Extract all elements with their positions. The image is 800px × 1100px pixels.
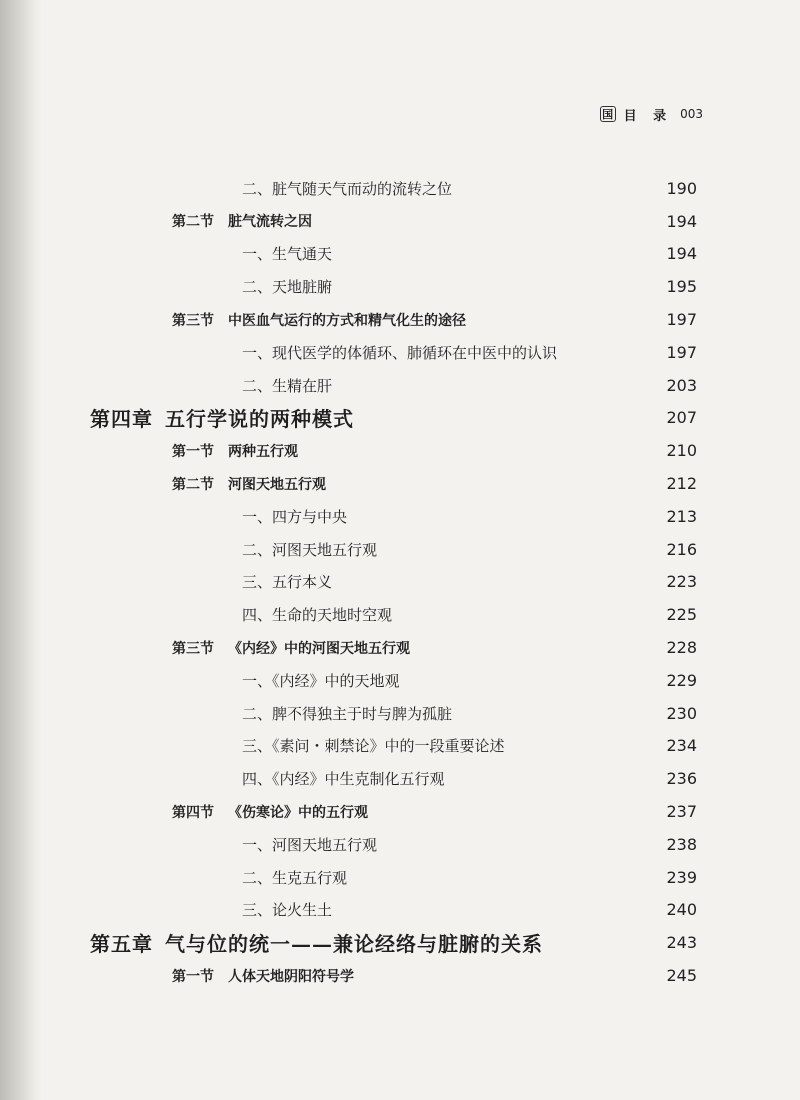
toc-entry-label: [242, 768, 445, 789]
toc-section-entry[interactable]: [0, 467, 800, 500]
toc-item-entry[interactable]: [0, 664, 800, 697]
toc-entry-title: 两种五行观: [228, 443, 298, 460]
toc-item-entry[interactable]: [0, 598, 800, 631]
toc-entry-title: 《内经》中的河图天地五行观: [228, 640, 410, 657]
toc-page-number: 213: [666, 506, 697, 526]
toc-page-number: 245: [666, 966, 697, 986]
toc-page-number: 212: [666, 474, 697, 494]
toc-entry-label: [242, 243, 332, 264]
toc-entry-title: 《伤寒论》中的五行观: [228, 804, 368, 821]
toc-entry-prefix: 第三节: [172, 640, 214, 657]
header-page-number: 003: [680, 107, 703, 121]
toc-entry-title: 四、《内经》中生克制化五行观: [242, 770, 445, 789]
toc-entry-label: [242, 703, 452, 724]
toc-page-number: 216: [666, 539, 697, 559]
toc-page-number: 194: [666, 244, 697, 264]
toc-entry-label: [242, 867, 347, 888]
toc-page-number: 240: [666, 900, 697, 920]
toc-item-entry[interactable]: [0, 238, 800, 271]
toc-section-entry[interactable]: [0, 434, 800, 467]
toc-item-entry[interactable]: [0, 697, 800, 730]
toc-entry-label: [90, 403, 354, 432]
toc-entry-label: [242, 735, 505, 756]
toc-entry-label: [172, 802, 368, 822]
toc-entry-label: [242, 670, 400, 691]
toc-item-entry[interactable]: [0, 533, 800, 566]
toc-section-entry[interactable]: [0, 795, 800, 828]
toc-section-entry[interactable]: [0, 205, 800, 238]
toc-chapter-entry[interactable]: [0, 926, 800, 959]
toc-page-number: 228: [666, 638, 697, 658]
toc-entry-title: 中医血气运行的方式和精气化生的途径: [228, 312, 466, 329]
toc-entry-title: 河图天地五行观: [228, 476, 326, 493]
toc-page-number: 230: [666, 703, 697, 723]
toc-chapter-entry[interactable]: [0, 402, 800, 435]
toc-page-number: 229: [666, 670, 697, 690]
toc-entry-title: 二、脏气随天气而动的流转之位: [242, 179, 453, 198]
toc-entry-label: [172, 966, 354, 986]
toc-entry-prefix: 第五章: [90, 932, 153, 957]
toc-page-number: 190: [666, 178, 697, 198]
toc-entry-label: [172, 638, 410, 658]
toc-entry-label: [242, 899, 332, 920]
toc-page-number: 197: [666, 310, 697, 330]
toc-entry-label: [172, 474, 326, 494]
toc-entry-title: 一、四方与中央: [242, 507, 348, 526]
toc-page-number: 207: [666, 408, 697, 428]
toc-item-entry[interactable]: [0, 828, 800, 861]
toc-entry-title: 五行学说的两种模式: [165, 407, 354, 432]
toc-page-number: 234: [666, 736, 697, 756]
toc-item-entry[interactable]: [0, 172, 800, 205]
toc-entry-label: [172, 211, 312, 231]
toc-page-number: 223: [666, 572, 697, 592]
toc-entry-title: 气与位的统一——兼论经络与脏腑的关系: [165, 932, 543, 957]
toc-entry-prefix: 第一节: [172, 443, 214, 460]
toc-entry-prefix: 第二节: [172, 476, 214, 493]
toc-entry-title: 二、天地脏腑: [242, 278, 333, 297]
toc-page-number: 236: [666, 769, 697, 789]
toc-entry-title: 三、论火生土: [242, 901, 333, 920]
toc-item-entry[interactable]: [0, 861, 800, 894]
toc-entry-title: 二、河图天地五行观: [242, 540, 378, 559]
toc-entry-title: 四、生命的天地时空观: [242, 606, 393, 625]
toc-entry-prefix: 第四章: [90, 407, 153, 432]
toc-entry-label: [242, 604, 392, 625]
toc-entry-title: 三、五行本义: [242, 573, 333, 592]
toc-section-entry[interactable]: [0, 631, 800, 664]
toc-entry-title: 二、生克五行观: [242, 868, 348, 887]
toc-entry-prefix: 第二节: [172, 214, 214, 231]
toc-entry-title: 一、生气通天: [242, 245, 333, 264]
toc-entry-label: [242, 375, 332, 396]
running-header: [600, 104, 703, 124]
toc-entry-label: [90, 928, 543, 957]
toc-item-entry[interactable]: [0, 336, 800, 369]
toc-entry-prefix: 第四节: [172, 804, 214, 821]
table-of-contents: [0, 172, 800, 992]
toc-entry-title: 脏气流转之因: [228, 214, 312, 231]
toc-page-number: 210: [666, 441, 697, 461]
toc-entry-label: [172, 441, 298, 461]
toc-item-entry[interactable]: [0, 270, 800, 303]
toc-section-entry[interactable]: [0, 303, 800, 336]
toc-entry-label: [242, 834, 377, 855]
toc-entry-label: [242, 571, 332, 592]
toc-page-number: 197: [666, 342, 697, 362]
toc-entry-label: [242, 342, 557, 363]
toc-item-entry[interactable]: [0, 762, 800, 795]
toc-entry-title: 二、脾不得独主于时与脾为孤脏: [242, 704, 453, 723]
toc-entry-label: [242, 178, 452, 199]
toc-item-entry[interactable]: [0, 730, 800, 763]
toc-entry-title: 一、河图天地五行观: [242, 835, 378, 854]
toc-entry-prefix: 第三节: [172, 312, 214, 329]
toc-entry-title: 一、现代医学的体循环、肺循环在中医中的认识: [242, 343, 558, 362]
toc-item-entry[interactable]: [0, 894, 800, 927]
toc-item-entry[interactable]: [0, 369, 800, 402]
toc-entry-label: [242, 276, 332, 297]
toc-page-number: 194: [666, 211, 697, 231]
book-logo-icon: 国: [600, 106, 616, 122]
toc-page-number: 237: [666, 802, 697, 822]
toc-page-number: 238: [666, 834, 697, 854]
toc-entry-title: 二、生精在肝: [242, 376, 333, 395]
toc-item-entry[interactable]: [0, 500, 800, 533]
toc-page-number: 243: [666, 933, 697, 953]
toc-page-number: 195: [666, 277, 697, 297]
toc-page-number: 203: [666, 375, 697, 395]
toc-entry-label: [242, 539, 377, 560]
toc-entry-title: 人体天地阴阳符号学: [228, 968, 354, 985]
toc-entry-title: 一、《内经》中的天地观: [242, 671, 400, 690]
toc-entry-label: [172, 310, 466, 330]
toc-section-entry[interactable]: [0, 959, 800, 992]
toc-page-number: 239: [666, 867, 697, 887]
toc-item-entry[interactable]: [0, 566, 800, 599]
toc-entry-prefix: 第一节: [172, 968, 214, 985]
toc-page-number: 225: [666, 605, 697, 625]
toc-entry-label: [242, 506, 347, 527]
header-title: 目 录: [623, 108, 673, 124]
toc-entry-title: 三、《素问・刺禁论》中的一段重要论述: [242, 737, 505, 756]
